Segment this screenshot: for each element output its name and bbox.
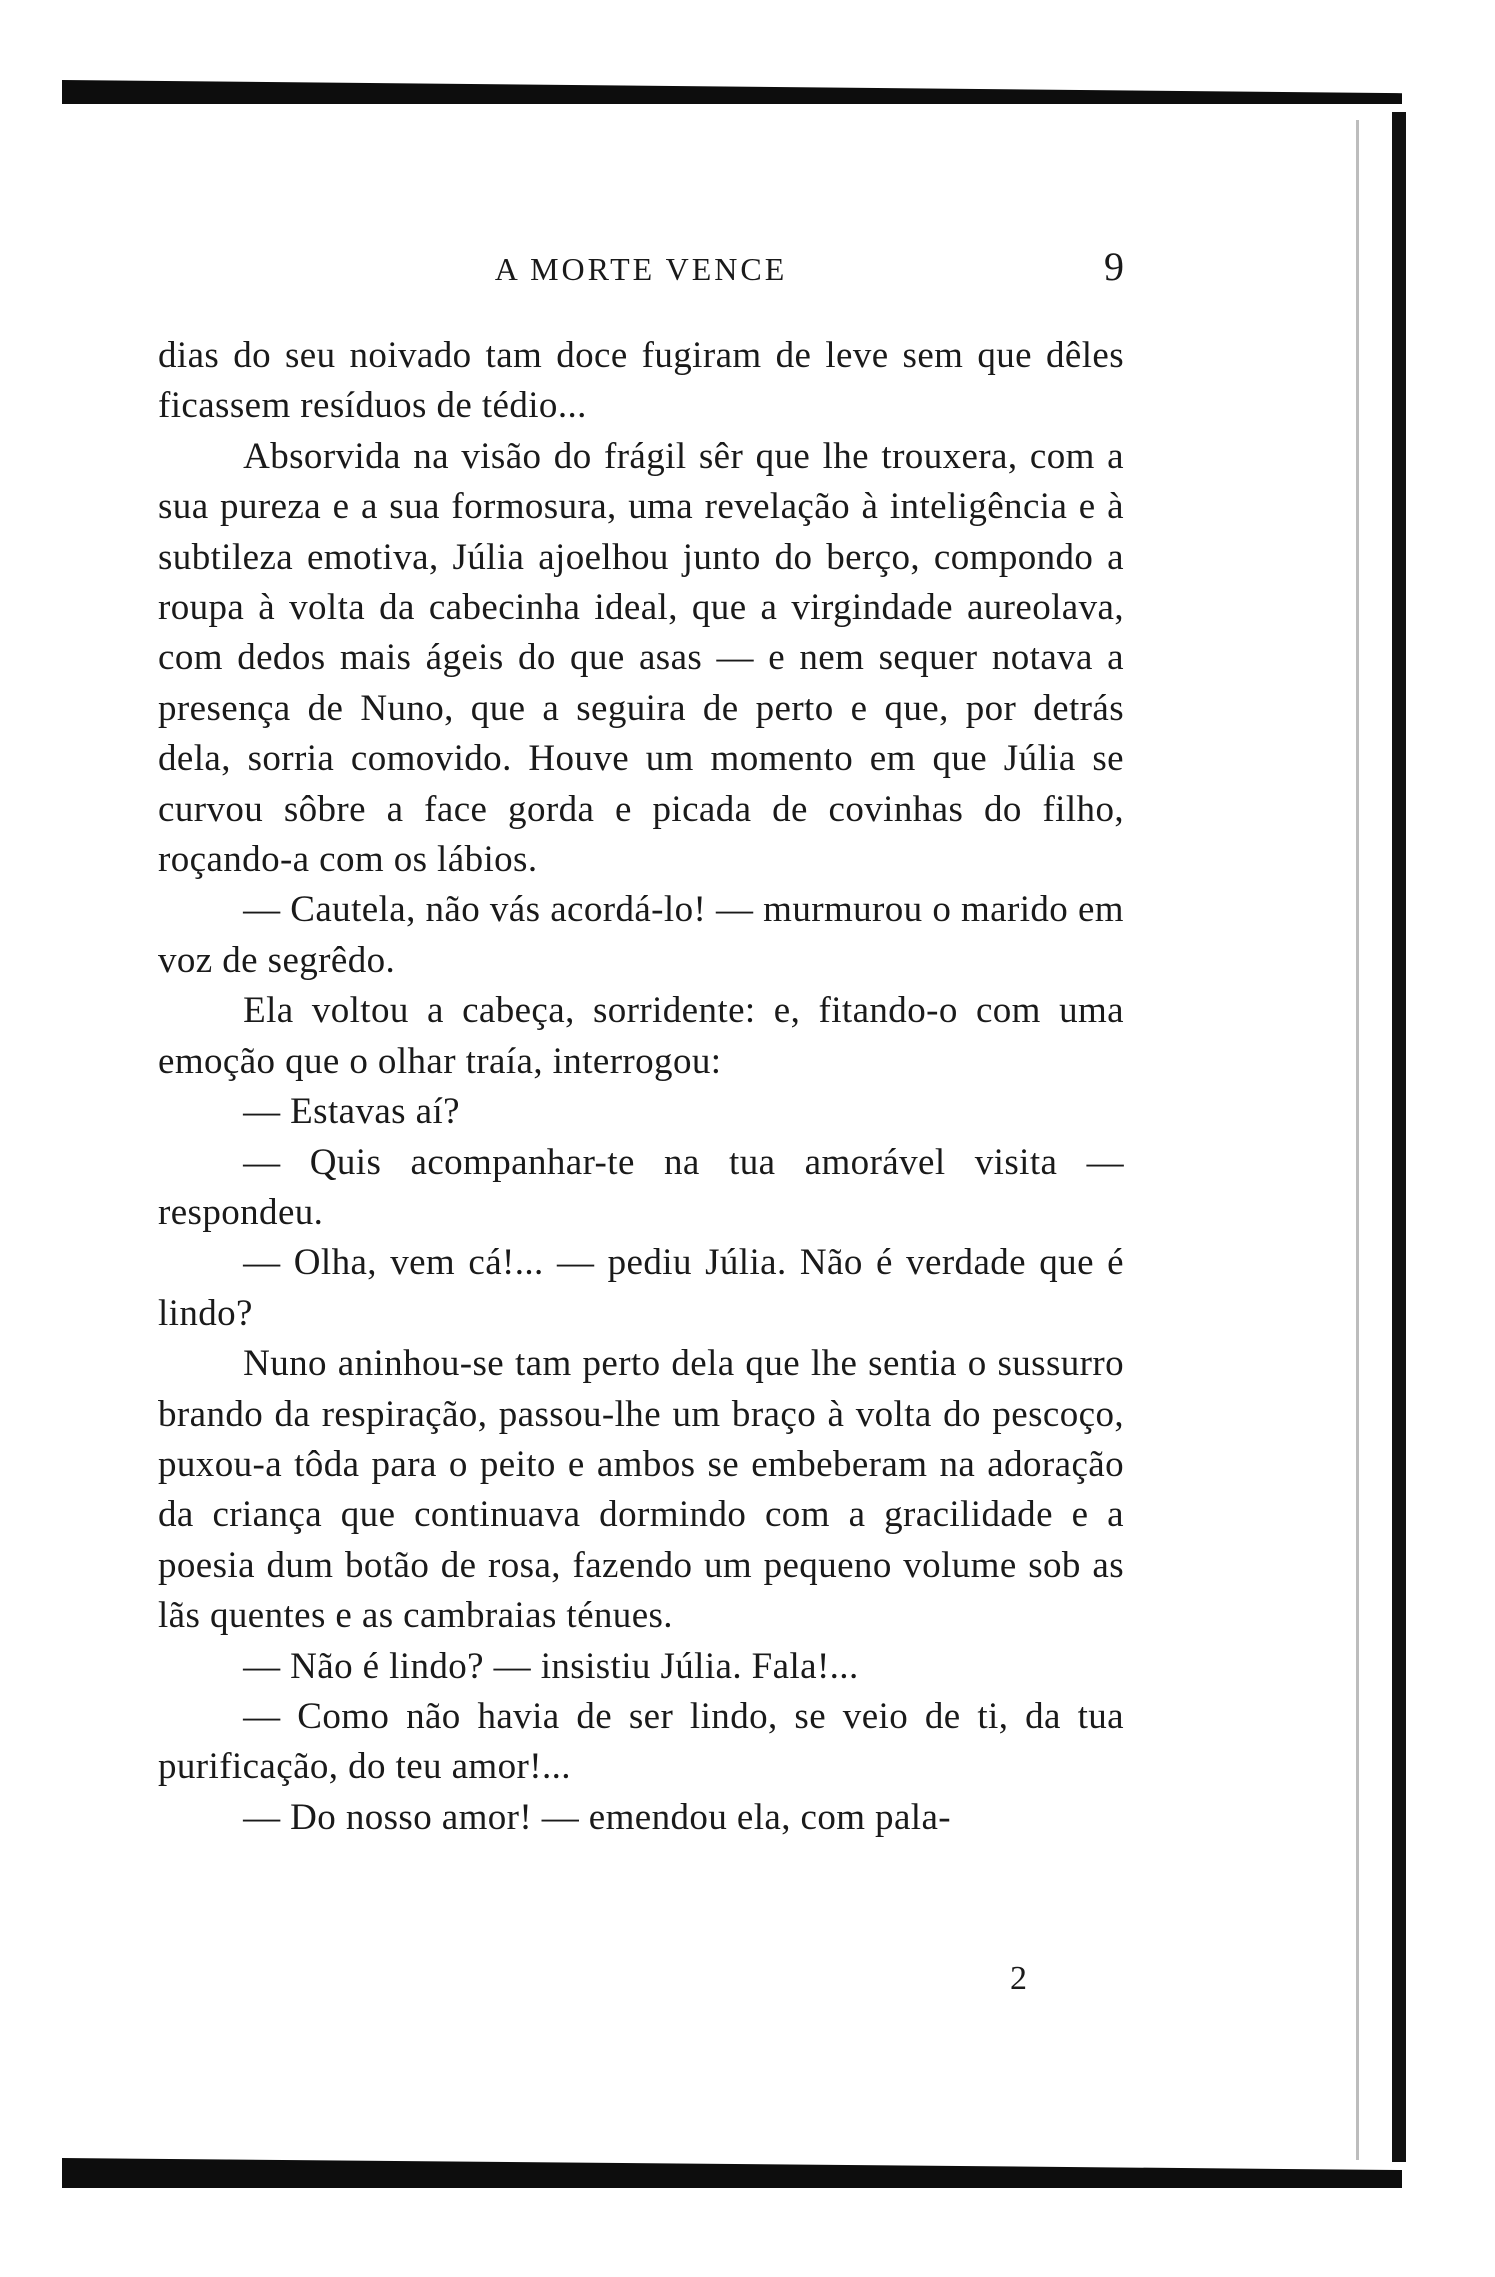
paragraph: — Como não havia de ser lindo, se veio de ti, da tua purificação, do teu amor!... — [158, 1695, 1124, 1788]
scan-border-top — [62, 80, 1402, 104]
paragraph: — Quis acompanhar-te na tua amorável visita — respondeu. — [158, 1141, 1124, 1233]
running-head — [158, 243, 1124, 293]
paragraph: — Não é lindo? — insistiu Júlia. Fala!... — [243, 1645, 859, 1687]
page-number: 9 — [1104, 244, 1124, 289]
scan-border-bottom — [62, 2158, 1402, 2188]
body-text — [158, 331, 1124, 1843]
paragraph: — Estavas aí? — [243, 1091, 460, 1133]
running-head-title: A MORTE VENCE — [494, 251, 788, 287]
book-page — [158, 243, 1124, 1843]
paragraph: dias do seu noivado tam doce fugiram de leve sem que dêles ficassem resíduos de tédio... — [158, 335, 1124, 427]
paragraph: — Cautela, não vás acordá-lo! — murmurou o marido em voz de segrêdo. — [158, 889, 1124, 981]
paragraph: Ela voltou a cabeça, sorridente: e, fitando-o com uma emoção que o olhar traía, interrogou: — [158, 990, 1124, 1082]
paragraph: Absorvida na visão do frágil sêr que lhe trouxera, com a sua pureza e a sua formosura, uma revelação à inteligência e à subtileza emotiva, Júlia ajoelhou junto do berço, compondo a roupa à volta da cabecinha ideal, que a virgindade aureolava, com dedos mais ágeis do que asas — e nem sequer notava a presença de Nuno, que a seguira de perto e que, por detrás dela, sorria comovido. Houve um momento em que Júlia se curvou sôbre a face gorda e picada de covinhas do filho, roçando-a com os lábios. — [158, 435, 1124, 881]
paragraph: — Do nosso amor! — emendou ela, com pala- — [243, 1796, 952, 1838]
scan-border-right — [1392, 112, 1406, 2162]
paragraph: Nuno aninhou-se tam perto dela que lhe sentia o sussurro brando da respiração, passou-lhe um braço à volta do pescoço, puxou-a tôda para o peito e ambos se embeberam na adoração da criança que continuava dormindo com a gracilidade e a poesia dum botão de rosa, fazendo um pequeno volume sob as lãs quentes e as cambraias ténues. — [158, 1343, 1124, 1637]
paragraph: — Olha, vem cá!... — pediu Júlia. Não é verdade que é lindo? — [158, 1242, 1124, 1334]
page-edge-shadow — [1356, 120, 1359, 2160]
signature-mark: 2 — [1010, 1960, 1027, 1997]
